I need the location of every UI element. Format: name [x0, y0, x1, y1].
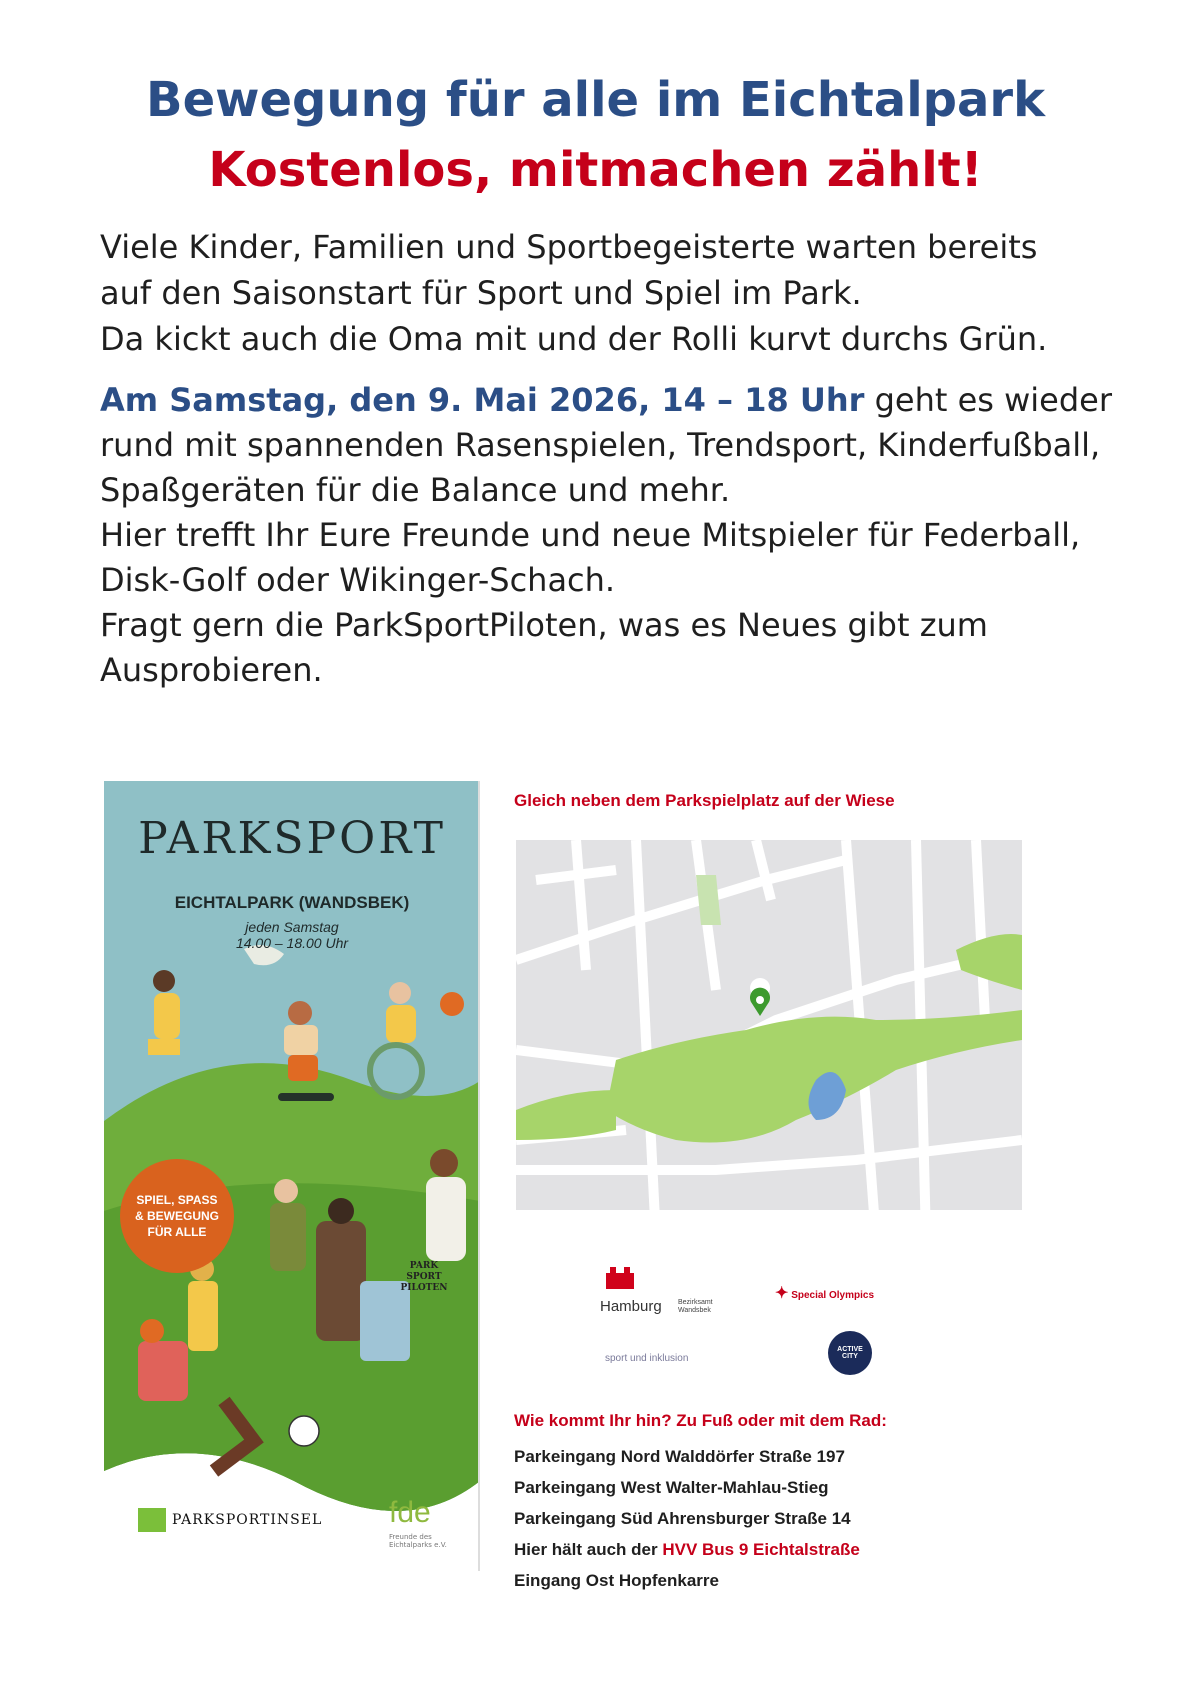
event-line: Hier trefft Ihr Eure Freunde und neue Mitspieler für Federball, — [100, 516, 1081, 554]
fde-logo-sub: Freunde des Eichtalparks e.V. — [389, 1533, 447, 1549]
flyer-when-time: 14.00 – 18.00 Uhr — [235, 935, 349, 951]
event-line: Fragt gern die ParkSportPiloten, was es Neues gibt zum — [100, 606, 988, 644]
special-olympics-icon: ✦ — [775, 1285, 789, 1302]
bus-line: HVV Bus 9 Eichtalstraße — [662, 1540, 860, 1559]
page-subtitle: Kostenlos, mitmachen zählt! — [208, 142, 983, 198]
hamburg-castle-icon — [600, 1265, 640, 1291]
flyer-brand: PARKSPORT — [138, 813, 446, 864]
hamburg-logo-text: Hamburg — [600, 1298, 662, 1315]
parksportinsel-logo-text: PARKSPORTINSEL — [172, 1512, 323, 1528]
park-map — [516, 840, 1022, 1240]
event-paragraph — [100, 378, 1130, 693]
parksportinsel-icon — [138, 1508, 166, 1532]
intro-paragraph — [100, 224, 1120, 362]
event-line: geht es wieder — [864, 381, 1113, 419]
map-caption: Gleich neben dem Parkspielplatz auf der Wiese — [514, 791, 895, 810]
active-city-logo — [828, 1331, 872, 1375]
flyer-badge-text: SPIEL, SPASS & BEWEGUNG FÜR ALLE — [135, 1193, 219, 1239]
event-line: Disk-Golf oder Wikinger-Schach. — [100, 561, 616, 599]
flyer-badge — [120, 1159, 234, 1273]
event-line: Ausprobieren. — [100, 651, 323, 689]
special-olympics-logo — [775, 1283, 874, 1303]
parksportinsel-logo — [138, 1508, 322, 1532]
sport-inklusion-logo: sport und inklusion — [605, 1353, 689, 1364]
parksport-flyer — [104, 781, 480, 1581]
directions-title: Wie kommt Ihr hin? Zu Fuß oder mit dem Rad: — [514, 1411, 887, 1430]
list-item: Eingang Ost Hopfenkarre — [514, 1571, 719, 1590]
intro-line: auf den Saisonstart für Sport und Spiel im Park. — [100, 274, 862, 312]
hamburg-logo-sub: Bezirksamt Wandsbek — [678, 1299, 713, 1314]
intro-line: Viele Kinder, Familien und Sportbegeisterte warten bereits — [100, 228, 1038, 266]
sponsor-logos — [600, 1265, 940, 1385]
flyer-divider — [478, 781, 480, 1571]
flyer-when-day: jeden Samstag — [245, 919, 339, 935]
intro-line: Da kickt auch die Oma mit und der Rolli kurvt durchs Grün. — [100, 320, 1048, 358]
list-item: Parkeingang West Walter-Mahlau-Stieg — [514, 1478, 829, 1497]
flyer-location: EICHTALPARK (WANDSBEK) — [174, 893, 410, 912]
special-olympics-text: Special Olympics — [791, 1290, 875, 1301]
directions-list — [514, 1441, 860, 1596]
hamburg-logo — [600, 1265, 662, 1315]
list-item — [514, 1534, 860, 1565]
event-line: Spaßgeräten für die Balance und mehr. — [100, 471, 731, 509]
fde-logo: fde — [389, 1496, 431, 1529]
event-line: rund mit spannenden Rasenspielen, Trendsport, Kinderfußball, — [100, 426, 1101, 464]
page-title: Bewegung für alle im Eichtalpark — [146, 72, 1045, 128]
event-date-time: Am Samstag, den 9. Mai 2026, 14 – 18 Uhr — [100, 381, 865, 419]
flyer-shirt-text: PARK SPORT PILOTEN — [400, 1261, 448, 1293]
active-city-text: ACTIVE CITY — [837, 1346, 863, 1360]
flyer-when — [104, 919, 480, 951]
map-graphic — [516, 840, 1022, 1240]
bus-prefix: Hier hält auch der — [514, 1540, 663, 1559]
list-item: Parkeingang Süd Ahrensburger Straße 14 — [514, 1509, 851, 1528]
list-item: Parkeingang Nord Walddörfer Straße 197 — [514, 1447, 845, 1466]
